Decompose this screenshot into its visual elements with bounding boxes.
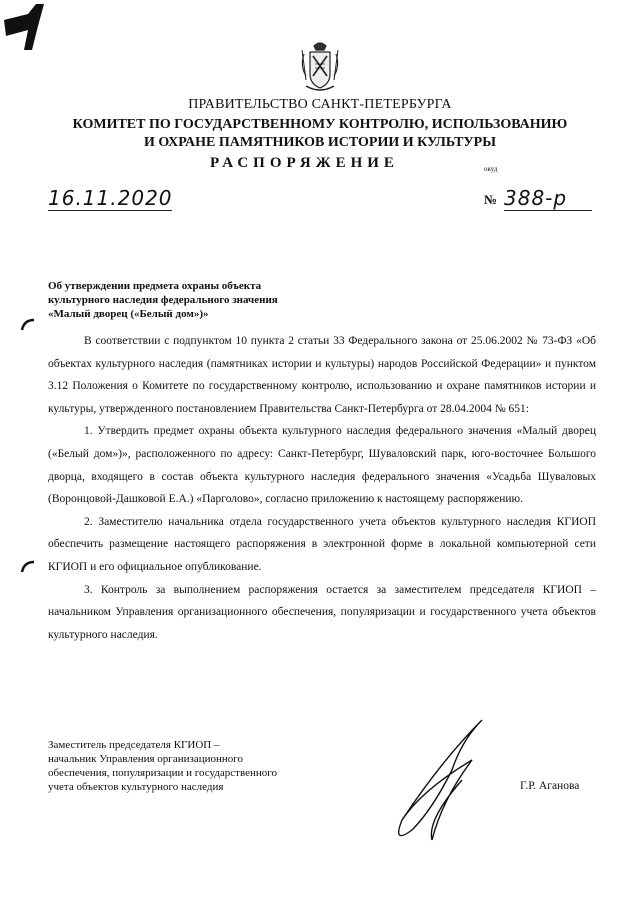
subject-line1: Об утверждении предмета охраны объекта	[48, 280, 262, 292]
committee-title-line2: И ОХРАНЕ ПАМЯТНИКОВ ИСТОРИИ И КУЛЬТУРЫ	[144, 135, 496, 150]
signatory-line1: Заместитель председателя КГИОП –	[48, 739, 220, 751]
preamble-paragraph: В соответствии с подпунктом 10 пункта 2 статьи 33 Федерального закона от 25.06.2002 № 73-ФЗ «Об объектах культурного наследия (памятниках истории и культуры) народов Российской Федерации» и пунктом 3.12 Положения о Комитете по государственному контролю, использованию и охране памятников истории и культуры, утвержденного постановлением Правительства Санкт-Петербурга от 28.04.2004 № 651:	[48, 335, 596, 415]
signatory-position	[48, 738, 348, 794]
document-date: 16.11.2020	[48, 186, 173, 210]
item-2-paragraph: 2. Заместителю начальника отдела государственного учета объектов культурного наследия КГИОП обеспечить размещение настоящего распоряжения в электронной форме в локальной компьютерной сети КГИОП и его официальное опубликование.	[48, 515, 596, 573]
scan-corner-mark	[0, 0, 60, 60]
government-title: ПРАВИТЕЛЬСТВО САНКТ-ПЕТЕРБУРГА	[188, 97, 452, 112]
handwritten-signature	[372, 700, 492, 850]
subject-line3: «Малый дворец («Белый дом»)»	[48, 308, 209, 320]
document-subject	[48, 279, 348, 321]
document-number: 388-р	[504, 186, 592, 211]
signatory-line3: обеспечения, популяризации и государственного	[48, 767, 277, 779]
document-type: РАСПОРЯЖЕНИЕ	[210, 155, 399, 171]
item-3-paragraph: 3. Контроль за выполнением распоряжения остается за заместителем председателя КГИОП – начальником Управления организационного обеспечения, популяризации и государственного учета объектов культурного наследия.	[48, 583, 596, 641]
signatory-line2: начальник Управления организационного	[48, 753, 243, 765]
number-label: №	[484, 192, 498, 207]
okud-label: окуд	[484, 165, 498, 173]
signer-name: Г.Р. Аганова	[520, 780, 580, 792]
margin-mark	[20, 560, 36, 574]
margin-mark	[20, 318, 36, 332]
committee-title-line1: КОМИТЕТ ПО ГОСУДАРСТВЕННОМУ КОНТРОЛЮ, ИСПОЛЬЗОВАНИЮ	[72, 117, 568, 132]
subject-line2: культурного наследия федерального значения	[48, 294, 278, 306]
coat-of-arms-emblem	[296, 40, 344, 96]
signatory-line4: учета объектов культурного наследия	[48, 781, 224, 793]
document-body	[48, 330, 596, 646]
item-1-paragraph: 1. Утвердить предмет охраны объекта культурного наследия федерального значения «Малый дворец («Белый дом»)», расположенного по адресу: Санкт-Петербург, Шуваловский парк, юго-восточнее Большого дворца, входящего в состав объекта культурного наследия федерального значения «Усадьба Шуваловых (Воронцовой-Дашковой Е.А.) «Парголово», согласно приложению к настоящему распоряжению.	[48, 425, 596, 506]
